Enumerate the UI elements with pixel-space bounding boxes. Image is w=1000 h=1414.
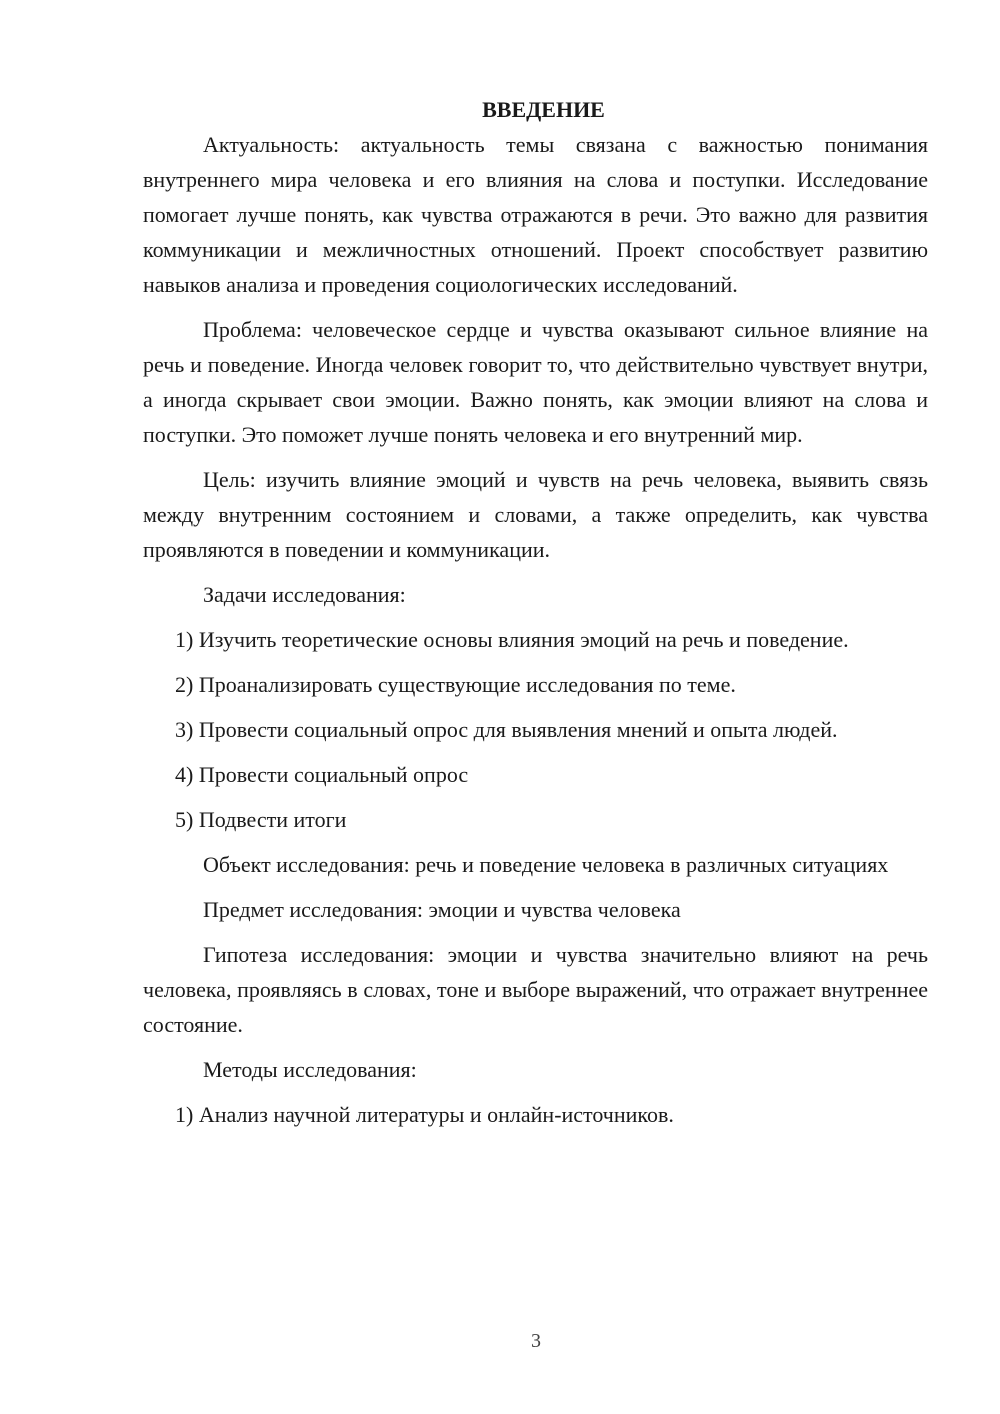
task-item: 5) Подвести итоги	[175, 807, 347, 832]
tasks-heading: Задачи исследования:	[203, 582, 406, 607]
subject-paragraph: Предмет исследования: эмоции и чувства человека	[203, 897, 681, 922]
method-item: 1) Анализ научной литературы и онлайн-источников.	[175, 1102, 674, 1127]
document-page	[143, 92, 928, 1132]
page-title: ВВЕДЕНИЕ	[482, 97, 605, 122]
page-number: 3	[531, 1330, 541, 1352]
task-item: 3) Провести социальный опрос для выявления мнений и опыта людей.	[175, 717, 838, 742]
relevance-paragraph: Актуальность: актуальность темы связана с важностью понимания внутреннего мира человека и его влияния на слова и поступки. Исследование помогает лучше понять, как чувства отражаются в речи. Это важно для развития коммуникации и межличностных отношений. Проект способствует развитию навыков анализа и проведения социологических исследований.	[143, 132, 928, 297]
hypothesis-paragraph: Гипотеза исследования: эмоции и чувства значительно влияют на речь человека, проявляясь в словах, тоне и выборе выражений, что отражает внутреннее состояние.	[143, 942, 928, 1037]
task-item: 4) Провести социальный опрос	[175, 762, 469, 787]
goal-paragraph: Цель: изучить влияние эмоций и чувств на речь человека, выявить связь между внутренним состоянием и словами, а также определить, как чувства проявляются в поведении и коммуникации.	[143, 467, 928, 562]
object-paragraph: Объект исследования: речь и поведение человека в различных ситуациях	[203, 852, 889, 877]
task-item: 2) Проанализировать существующие исследования по теме.	[175, 672, 736, 697]
task-item: 1) Изучить теоретические основы влияния эмоций на речь и поведение.	[175, 627, 849, 652]
methods-heading: Методы исследования:	[203, 1057, 417, 1082]
problem-paragraph: Проблема: человеческое сердце и чувства оказывают сильное влияние на речь и поведение. Иногда человек говорит то, что действительно чувствует внутри, а иногда скрывает свои эмоции. Важно понять, как эмоции влияют на слова и поступки. Это поможет лучше понять человека и его внутренний мир.	[143, 317, 928, 447]
